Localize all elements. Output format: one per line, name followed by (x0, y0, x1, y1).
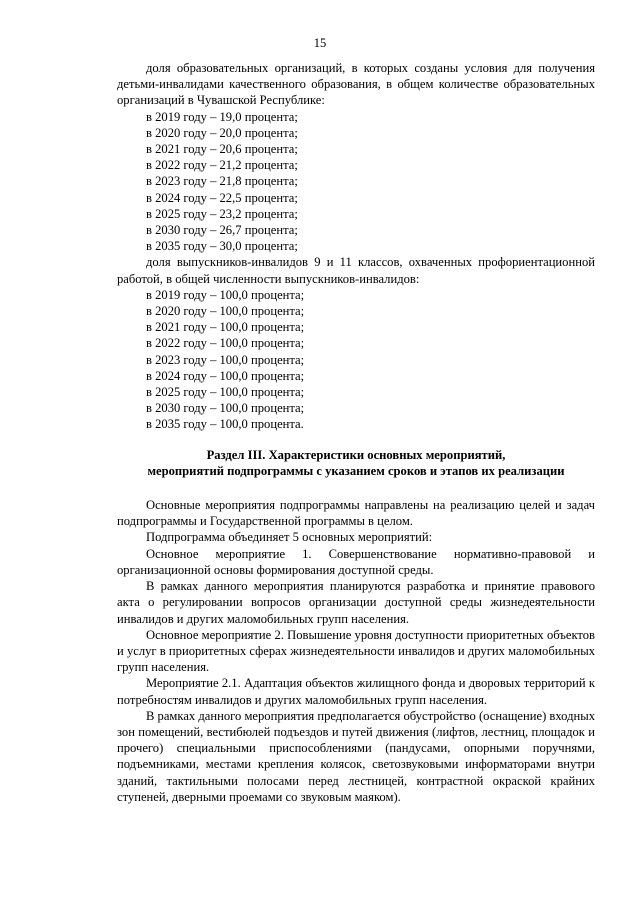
list-item: в 2023 году – 100,0 процента; (146, 352, 305, 367)
list-item: в 2023 году – 21,8 процента; (146, 174, 298, 189)
indicator-intro-education: доля образовательных организаций, в которых созданы условия для получения детьми-инвалидами качественного образования, в общем количестве образовательных организаций в Чувашской Республике: (117, 61, 595, 108)
paragraph: В рамках данного мероприятия предполагается обустройство (оснащение) входных зон помещений, вестибюлей подъездов и путей движения (лифтов, лестниц, площадок и прочего) специальными приспособлениями (пандусами, опорными поручнями, подъемниками, местами крепления колясок, светозвуковыми информаторами внутри зданий, тактильными полосами перед лестницей, контрастной окраской крайних ступеней, дверными проемами со звуковым маяком). (117, 708, 596, 804)
list-item: в 2035 году – 30,0 процента; (146, 239, 298, 254)
indicator-list-education (117, 109, 595, 255)
list-item: в 2019 году – 100,0 процента; (146, 287, 305, 302)
paragraph: Основное мероприятие 1. Совершенствование нормативно-правовой и организационной основы формирования доступной среды. (117, 546, 595, 577)
section-heading-line: мероприятий подпрограммы с указанием сроков и этапов их реализации (147, 463, 565, 478)
page-number: 15 (313, 36, 327, 50)
list-item: в 2025 году – 100,0 процента; (146, 385, 305, 400)
indicator-list-career (117, 287, 595, 433)
paragraph: В рамках данного мероприятия планируются разработка и принятие правового акта о регулировании вопросов организации доступной среды жизнедеятельности инвалидов и других маломобильных групп населения. (117, 579, 595, 626)
list-item: в 2035 году – 100,0 процента. (146, 417, 304, 432)
list-item: в 2021 году – 20,6 процента; (146, 142, 298, 157)
paragraph: Основное мероприятие 2. Повышение уровня доступности приоритетных объектов и услуг в приоритетных сферах жизнедеятельности инвалидов и других маломобильных групп населения. (117, 627, 595, 675)
list-item: в 2022 году – 100,0 процента; (146, 336, 305, 351)
list-item: в 2020 году – 20,0 процента; (146, 125, 298, 140)
page-content (117, 60, 595, 805)
section-heading-line: Раздел III. Характеристики основных мероприятий, (206, 447, 506, 462)
list-item: в 2019 году – 19,0 процента; (146, 109, 298, 124)
list-item: в 2021 году – 100,0 процента; (146, 320, 305, 335)
list-item: в 2025 году – 23,2 процента; (146, 206, 298, 221)
list-item: в 2020 году – 100,0 процента; (146, 304, 305, 319)
list-item: в 2030 году – 26,7 процента; (146, 223, 298, 238)
paragraph: Основные мероприятия подпрограммы направлены на реализацию целей и задач подпрограммы и Государственной программы в целом. (117, 498, 595, 529)
list-item: в 2030 году – 100,0 процента; (146, 401, 305, 416)
list-item: в 2022 году – 21,2 процента; (146, 158, 298, 173)
list-item: в 2024 году – 100,0 процента; (146, 368, 305, 383)
paragraph: Подпрограмма объединяет 5 основных мероприятий: (146, 530, 433, 545)
indicator-intro-career: доля выпускников-инвалидов 9 и 11 классов, охваченных профориентационной работой, в общей численности выпускников-инвалидов: (117, 255, 595, 286)
list-item: в 2024 году – 22,5 процента; (146, 190, 298, 205)
paragraph: Мероприятие 2.1. Адаптация объектов жилищного фонда и дворовых территорий к потребностям инвалидов и других маломобильных групп населения. (117, 676, 595, 707)
section-heading (117, 447, 595, 479)
